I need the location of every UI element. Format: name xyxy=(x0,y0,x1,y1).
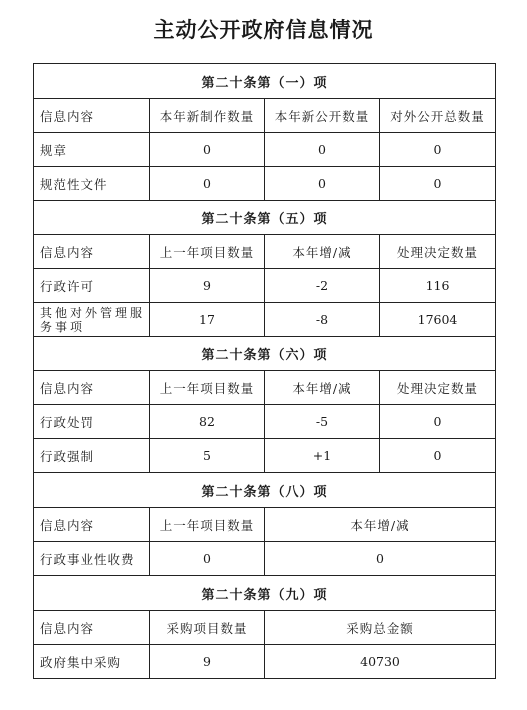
row-label: 规范性文件 xyxy=(34,167,150,201)
row-label: 政府集中采购 xyxy=(34,645,150,679)
section-heading: 第二十条第（八）项 xyxy=(34,473,496,508)
row-label: 规章 xyxy=(34,133,150,167)
column-header: 信息内容 xyxy=(34,235,150,269)
table-cell: 0 xyxy=(380,405,496,439)
page-title: 主动公开政府信息情况 xyxy=(153,18,374,42)
table-cell: 40730 xyxy=(265,645,496,679)
section-heading: 第二十条第（九）项 xyxy=(34,576,496,611)
row-label: 其他对外管理服务事项 xyxy=(34,303,150,337)
section-heading-row xyxy=(34,64,496,99)
table-cell: 116 xyxy=(380,269,496,303)
column-header: 处理决定数量 xyxy=(380,371,496,405)
column-header: 信息内容 xyxy=(34,611,150,645)
table-row xyxy=(34,405,496,439)
column-header: 信息内容 xyxy=(34,99,150,133)
table-cell: 0 xyxy=(150,167,265,201)
table-header-row xyxy=(34,508,496,542)
column-header: 本年新公开数量 xyxy=(265,99,380,133)
disclosure-table xyxy=(33,63,496,679)
section-heading: 第二十条第（六）项 xyxy=(34,337,496,371)
table-cell: 0 xyxy=(265,133,380,167)
section-heading-row xyxy=(34,576,496,611)
table-cell: 9 xyxy=(150,269,265,303)
table-cell: -8 xyxy=(265,303,380,337)
column-header: 上一年项目数量 xyxy=(150,235,265,269)
table-header-row xyxy=(34,611,496,645)
section-heading-row xyxy=(34,473,496,508)
table-cell: 17604 xyxy=(380,303,496,337)
table-cell: 0 xyxy=(380,167,496,201)
table-cell: 17 xyxy=(150,303,265,337)
section-heading: 第二十条第（五）项 xyxy=(34,201,496,235)
table-row xyxy=(34,439,496,473)
table-row xyxy=(34,542,496,576)
table-cell: -5 xyxy=(265,405,380,439)
column-header: 本年增/减 xyxy=(265,508,496,542)
column-header: 对外公开总数量 xyxy=(380,99,496,133)
column-header: 本年增/减 xyxy=(265,235,380,269)
table-row xyxy=(34,133,496,167)
row-label: 行政处罚 xyxy=(34,405,150,439)
column-header: 采购项目数量 xyxy=(150,611,265,645)
column-header: 信息内容 xyxy=(34,508,150,542)
table-cell: 82 xyxy=(150,405,265,439)
column-header: 采购总金额 xyxy=(265,611,496,645)
table-header-row xyxy=(34,99,496,133)
table-cell: 0 xyxy=(265,542,496,576)
table-cell: 0 xyxy=(265,167,380,201)
table-row xyxy=(34,269,496,303)
table-row xyxy=(34,303,496,337)
table-header-row xyxy=(34,235,496,269)
table-cell: -2 xyxy=(265,269,380,303)
table-header-row xyxy=(34,371,496,405)
row-label: 行政强制 xyxy=(34,439,150,473)
row-label: 行政许可 xyxy=(34,269,150,303)
table-cell: 0 xyxy=(380,133,496,167)
section-heading: 第二十条第（一）项 xyxy=(34,64,496,99)
column-header: 上一年项目数量 xyxy=(150,371,265,405)
section-heading-row xyxy=(34,201,496,235)
table-row xyxy=(34,645,496,679)
column-header: 信息内容 xyxy=(34,371,150,405)
table-cell: 0 xyxy=(380,439,496,473)
table-cell: 5 xyxy=(150,439,265,473)
table-cell: +1 xyxy=(265,439,380,473)
table-cell: 0 xyxy=(150,542,265,576)
table-cell: 0 xyxy=(150,133,265,167)
column-header: 本年新制作数量 xyxy=(150,99,265,133)
row-label: 行政事业性收费 xyxy=(34,542,150,576)
table-row xyxy=(34,167,496,201)
column-header: 上一年项目数量 xyxy=(150,508,265,542)
table-cell: 9 xyxy=(150,645,265,679)
column-header: 本年增/减 xyxy=(265,371,380,405)
column-header: 处理决定数量 xyxy=(380,235,496,269)
section-heading-row xyxy=(34,337,496,371)
